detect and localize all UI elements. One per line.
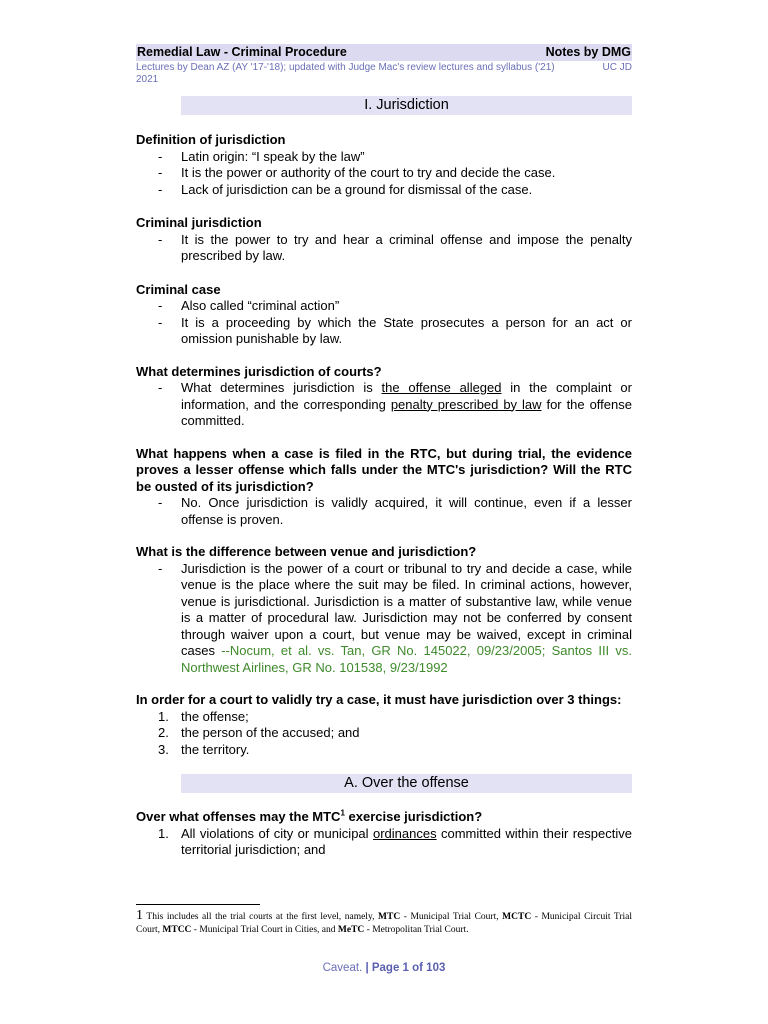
footnote-separator bbox=[136, 904, 260, 905]
underlined-text: the offense alleged bbox=[381, 380, 502, 395]
text-run: - Municipal Circuit Trial Court, bbox=[136, 912, 632, 935]
rtc-list bbox=[136, 495, 632, 528]
venue-list bbox=[136, 561, 632, 677]
heading-definition: Definition of jurisdiction bbox=[136, 132, 286, 147]
header-subtitle bbox=[136, 62, 632, 86]
heading-venue: What is the difference between venue and jurisdiction? bbox=[136, 544, 477, 559]
page-footer bbox=[0, 962, 768, 974]
criminal-jurisdiction-list bbox=[136, 232, 632, 265]
list-item: - Also called “criminal action” bbox=[136, 298, 632, 315]
text-run: This includes all the trial courts at the first level, namely, bbox=[143, 912, 379, 922]
underlined-text: penalty prescribed by law bbox=[390, 396, 542, 412]
underlined-text: ordinances bbox=[372, 825, 437, 841]
list-text: the person of the accused; and bbox=[181, 725, 360, 740]
heading-mtc bbox=[136, 809, 632, 826]
footnote-ref[interactable]: 1 bbox=[340, 808, 345, 818]
list-item: - It is a proceeding by which the State prosecutes a person for an act or omission punishable by law. bbox=[136, 315, 632, 348]
list-item: - It is the power or authority of the court to try and decide the case. bbox=[136, 165, 632, 182]
header-school: UC JD bbox=[602, 62, 632, 73]
heading-rtc: What happens when a case is filed in the RTC, but during trial, the evidence proves a lesser offense which falls under the MTC's jurisdiction? Will the RTC be ousted of its jurisdiction? bbox=[136, 445, 632, 494]
heading-determines: What determines jurisdiction of courts? bbox=[136, 363, 382, 379]
list-item: - It is the power to try and hear a criminal offense and impose the penalty prescribed by law. bbox=[136, 232, 632, 265]
list-text: the territory. bbox=[181, 741, 250, 757]
text-run: exercise jurisdiction? bbox=[344, 809, 483, 824]
text-run: All violations of city or municipal bbox=[181, 825, 373, 841]
page-number: | Page 1 of 103 bbox=[362, 962, 446, 974]
list-text: the offense; bbox=[181, 708, 249, 724]
abbrev: MeTC bbox=[337, 925, 365, 935]
three-things-list bbox=[136, 709, 632, 759]
text-run: What determines jurisdiction is bbox=[181, 380, 382, 395]
text-run: committed within their respective territorial jurisdiction; and bbox=[181, 825, 632, 857]
heading-criminal-case: Criminal case bbox=[136, 281, 221, 297]
list-item bbox=[136, 742, 632, 759]
list-item bbox=[136, 709, 632, 726]
mtc-list bbox=[136, 826, 632, 859]
text-run: in the complaint or information, and the corresponding bbox=[181, 380, 632, 412]
list-item: - Latin origin: “I speak by the law” bbox=[136, 149, 632, 166]
text-run: - Municipal Trial Court, bbox=[400, 912, 503, 922]
section-title-over-offense: A. Over the offense bbox=[181, 774, 632, 793]
heading-three-things: In order for a court to validly try a case, it must have jurisdiction over 3 things: bbox=[136, 692, 622, 707]
footnote bbox=[136, 909, 632, 937]
list-number: 3. bbox=[158, 741, 169, 757]
list-item bbox=[136, 380, 632, 430]
abbrev: MTCC bbox=[162, 925, 192, 935]
case-citation: --Nocum, et al. vs. Tan, GR No. 145022, 09/23/2005; Santos III vs. Northwest Airlines, GR No. 101538, 9/23/1992 bbox=[181, 643, 633, 675]
document-page bbox=[136, 44, 632, 859]
criminal-case-list bbox=[136, 298, 632, 348]
list-item bbox=[136, 826, 632, 859]
header-title: Remedial Law - Criminal Procedure bbox=[137, 45, 347, 59]
list-number: 1. bbox=[158, 825, 169, 841]
abbrev: MTC bbox=[378, 912, 401, 922]
header-lectures: Lectures by Dean AZ (AY '17-'18); updated with Judge Mac's review lectures and syllabus ('21) 2021 bbox=[136, 62, 555, 85]
text-run: Jurisdiction is the power of a court or tribunal to try and decide a case, while venue is the place where the suit may be filed. In criminal actions, however, venue is jurisdictional. Jurisdiction is a matter of substantive law, while venue is a matter of procedural law. Jurisdiction may not be conferred by consent through waiver upon a court, but venue may be waived, except in criminal cases bbox=[181, 560, 632, 658]
determines-list bbox=[136, 380, 632, 430]
list-number: 2. bbox=[158, 725, 169, 740]
footnote-number: 1 bbox=[136, 908, 143, 923]
text-run: - Metropolitan Trial Court. bbox=[364, 925, 469, 935]
running-header bbox=[136, 44, 632, 61]
list-number: 1. bbox=[158, 708, 169, 724]
footer-caveat: Caveat. bbox=[322, 962, 363, 974]
abbrev: MCTC bbox=[502, 912, 532, 922]
list-item: - No. Once jurisdiction is validly acquired, it will continue, even if a lesser offense is proven. bbox=[136, 495, 632, 528]
list-item: - Lack of jurisdiction can be a ground for dismissal of the case. bbox=[136, 182, 632, 199]
section-title-jurisdiction: I. Jurisdiction bbox=[181, 96, 632, 115]
text-run: - Municipal Trial Court in Cities, and bbox=[191, 925, 338, 935]
header-author: Notes by DMG bbox=[545, 45, 631, 59]
text-run: Over what offenses may the MTC bbox=[136, 809, 341, 824]
heading-criminal-jurisdiction: Criminal jurisdiction bbox=[136, 215, 262, 230]
list-item bbox=[136, 561, 632, 677]
definition-list bbox=[136, 149, 632, 199]
text-run: for the offense committed. bbox=[181, 396, 632, 428]
list-item bbox=[136, 725, 632, 742]
